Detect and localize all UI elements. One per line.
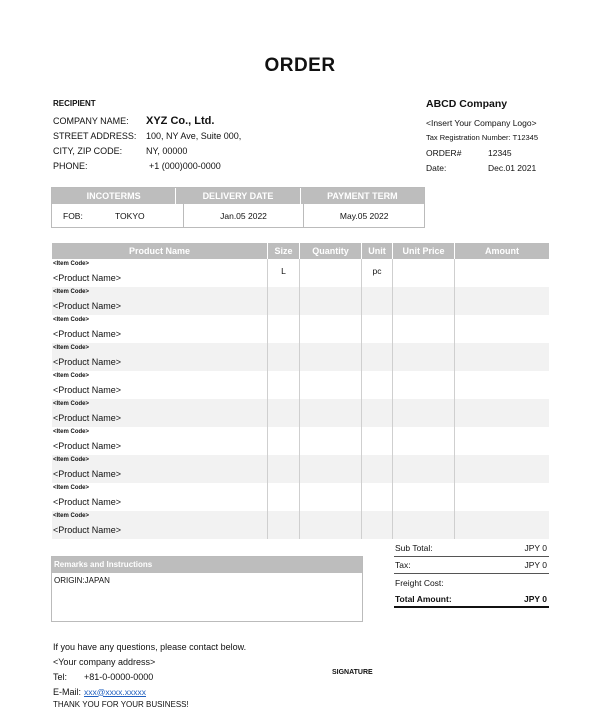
recipient-block — [53, 99, 373, 173]
amount-cell — [455, 483, 549, 511]
items-header-size: Size — [268, 243, 300, 259]
unit-cell — [362, 511, 393, 539]
product-name: <Product Name> — [53, 413, 122, 423]
unit-price-cell — [393, 483, 455, 511]
recipient-field-label: COMPANY NAME: — [53, 115, 129, 126]
order-number-label: ORDER# — [426, 147, 462, 158]
product-name: <Product Name> — [53, 469, 122, 479]
table-row — [52, 315, 549, 343]
unit-cell — [362, 371, 393, 399]
amount-cell — [455, 511, 549, 539]
unit-cell — [362, 287, 393, 315]
unit-price-cell — [393, 371, 455, 399]
item-code: <Item Code> — [53, 401, 90, 407]
quantity-cell — [300, 455, 362, 483]
freight-row — [394, 574, 549, 591]
item-code: <Item Code> — [53, 317, 90, 323]
unit-price-cell — [393, 427, 455, 455]
terms-header-incoterms: INCOTERMS — [52, 188, 176, 204]
recipient-street-address: 100, NY Ave, Suite 000, — [146, 130, 242, 141]
unit-price-cell — [393, 343, 455, 371]
recipient-company-row — [53, 113, 373, 128]
amount-cell — [455, 427, 549, 455]
company-logo-placeholder: <Insert Your Company Logo> — [426, 117, 537, 128]
size-value: L — [281, 266, 286, 276]
unit-cell — [362, 427, 393, 455]
unit-cell — [362, 399, 393, 427]
product-cell — [52, 371, 268, 399]
unit-value: pc — [372, 266, 382, 276]
fob-label: FOB: — [63, 210, 83, 221]
recipient-phone: +1 (000)000-0000 — [149, 160, 221, 171]
remarks-text: ORIGIN:JAPAN — [54, 576, 110, 585]
table-row — [52, 287, 549, 315]
items-header-quantity: Quantity — [300, 243, 362, 259]
total-amount-label: Total Amount: — [395, 593, 452, 604]
terms-header-delivery-date: DELIVERY DATE — [176, 188, 300, 204]
order-number-value: 12345 — [488, 147, 512, 158]
size-cell — [268, 287, 300, 315]
company-block — [426, 98, 586, 175]
quantity-cell — [300, 511, 362, 539]
company-address: <Your company address> — [53, 656, 156, 667]
item-code: <Item Code> — [53, 261, 90, 267]
tax-row — [394, 557, 549, 574]
terms-header-payment-term: PAYMENT TERM — [327, 191, 398, 201]
table-row — [52, 259, 549, 287]
size-cell — [268, 483, 300, 511]
remarks-box — [51, 556, 363, 622]
product-name: <Product Name> — [53, 497, 122, 507]
order-date-value: Dec.01 2021 — [488, 162, 537, 173]
unit-price-cell — [393, 287, 455, 315]
recipient-city-zip: NY, 00000 — [146, 145, 188, 156]
fob-value: TOKYO — [115, 210, 145, 221]
item-code: <Item Code> — [53, 485, 90, 491]
recipient-company-name: XYZ Co., Ltd. — [146, 114, 215, 127]
tel-value: +81-0-0000-0000 — [84, 671, 154, 682]
recipient-address-row — [53, 128, 373, 143]
product-name: <Product Name> — [53, 273, 122, 283]
quantity-cell — [300, 315, 362, 343]
table-row — [52, 371, 549, 399]
product-cell — [52, 399, 268, 427]
product-cell — [52, 455, 268, 483]
item-code: <Item Code> — [53, 457, 90, 463]
thank-you-line: THANK YOU FOR YOUR BUSINESS! — [53, 700, 189, 709]
unit-cell — [362, 343, 393, 371]
quantity-cell — [300, 427, 362, 455]
product-name: <Product Name> — [53, 357, 122, 367]
product-name: <Product Name> — [53, 441, 122, 451]
table-row — [52, 343, 549, 371]
product-name: <Product Name> — [53, 329, 122, 339]
email-label: E-Mail: — [53, 686, 82, 697]
recipient-label: RECIPIENT — [53, 99, 96, 108]
table-row — [52, 427, 549, 455]
recipient-field-label: CITY, ZIP CODE: — [53, 145, 123, 156]
items-body — [52, 259, 549, 539]
totals-block — [394, 540, 549, 608]
unit-price-cell — [393, 315, 455, 343]
tax-registration-number: Tax Registration Number: T12345 — [426, 133, 539, 142]
quantity-cell — [300, 343, 362, 371]
size-cell — [268, 511, 300, 539]
size-cell — [268, 259, 300, 287]
terms-header-row — [52, 188, 424, 204]
recipient-field-label: PHONE: — [53, 160, 88, 171]
terms-table — [51, 187, 425, 228]
amount-cell — [455, 343, 549, 371]
product-name: <Product Name> — [53, 525, 122, 535]
size-cell — [268, 455, 300, 483]
order-date-label: Date: — [426, 162, 447, 173]
table-row — [52, 455, 549, 483]
unit-cell — [362, 483, 393, 511]
total-amount-value: JPY 0 — [523, 593, 547, 604]
amount-cell — [455, 287, 549, 315]
footer-contact — [53, 639, 353, 709]
quantity-cell — [300, 371, 362, 399]
items-header-amount: Amount — [485, 246, 519, 256]
terms-value-row — [52, 204, 424, 227]
incoterms-cell — [52, 204, 184, 227]
signature-label: SIGNATURE — [332, 669, 373, 676]
product-name: <Product Name> — [53, 385, 122, 395]
order-number-row — [426, 145, 586, 160]
item-code: <Item Code> — [53, 513, 90, 519]
company-name: ABCD Company — [426, 98, 508, 110]
tax-label: Tax: — [395, 560, 411, 570]
delivery-date-cell: Jan.05 2022 — [184, 204, 305, 227]
subtotal-row — [394, 540, 549, 557]
amount-cell — [455, 259, 549, 287]
unit-price-cell — [393, 511, 455, 539]
items-header-unit-price: Unit Price — [393, 243, 455, 259]
item-code: <Item Code> — [53, 289, 90, 295]
freight-label: Freight Cost: — [395, 577, 444, 588]
size-cell — [268, 315, 300, 343]
quantity-cell — [300, 287, 362, 315]
product-cell — [52, 259, 268, 287]
amount-cell — [455, 371, 549, 399]
item-code: <Item Code> — [53, 429, 90, 435]
unit-price-cell — [393, 455, 455, 483]
product-cell — [52, 511, 268, 539]
tax-value: JPY 0 — [524, 560, 547, 570]
unit-cell — [362, 455, 393, 483]
recipient-field-label: STREET ADDRESS: — [53, 130, 137, 141]
size-cell — [268, 371, 300, 399]
amount-cell — [455, 399, 549, 427]
unit-price-cell — [393, 399, 455, 427]
subtotal-label: Sub Total: — [395, 543, 433, 553]
table-row — [52, 511, 549, 539]
quantity-cell — [300, 399, 362, 427]
amount-cell — [455, 315, 549, 343]
remarks-header: Remarks and Instructions — [52, 557, 362, 573]
contact-line: If you have any questions, please contact below. — [53, 641, 247, 652]
order-date-row — [426, 160, 586, 175]
total-amount-row — [394, 591, 549, 608]
unit-price-cell — [393, 259, 455, 287]
subtotal-value: JPY 0 — [524, 543, 547, 553]
items-header-product-name: Product Name — [52, 243, 268, 259]
item-code: <Item Code> — [53, 373, 90, 379]
product-cell — [52, 287, 268, 315]
product-cell — [52, 343, 268, 371]
quantity-cell — [300, 259, 362, 287]
table-row — [52, 399, 549, 427]
unit-cell — [362, 259, 393, 287]
size-cell — [268, 427, 300, 455]
email-row — [53, 684, 353, 699]
recipient-city-row — [53, 143, 373, 158]
product-name: <Product Name> — [53, 301, 122, 311]
item-code: <Item Code> — [53, 345, 90, 351]
unit-cell — [362, 315, 393, 343]
product-cell — [52, 427, 268, 455]
quantity-cell — [300, 483, 362, 511]
payment-term-cell: May.05 2022 — [339, 210, 389, 221]
items-header-row — [52, 243, 549, 259]
size-cell — [268, 399, 300, 427]
tel-row — [53, 669, 353, 684]
size-cell — [268, 343, 300, 371]
product-cell — [52, 315, 268, 343]
product-cell — [52, 483, 268, 511]
table-row — [52, 483, 549, 511]
tel-label: Tel: — [53, 671, 68, 682]
document-title: ORDER — [264, 55, 336, 76]
recipient-phone-row — [53, 158, 373, 173]
amount-cell — [455, 455, 549, 483]
email-link[interactable]: xxx@xxxx.xxxxx — [84, 686, 147, 697]
items-table — [52, 243, 549, 539]
items-header-unit: Unit — [362, 243, 393, 259]
